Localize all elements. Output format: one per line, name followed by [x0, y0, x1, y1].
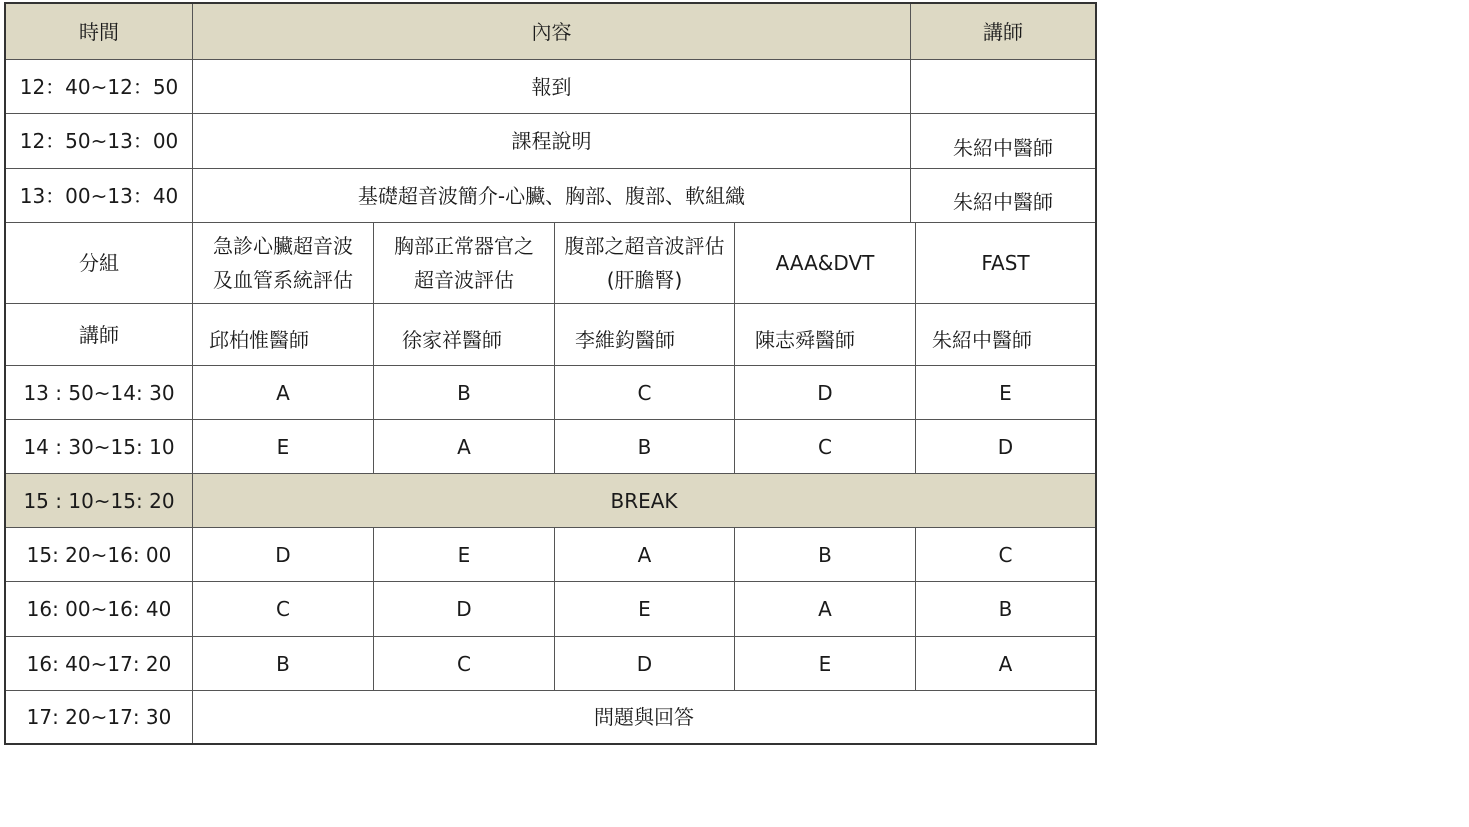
- rotation-group: D: [275, 542, 291, 567]
- rotation-group: B: [818, 542, 832, 567]
- rotation-group: E: [818, 651, 832, 676]
- intro-content: [193, 169, 911, 223]
- rotation-time-text: 14 : 30~15: 10: [23, 434, 175, 459]
- break-time: [6, 474, 193, 528]
- rotation-group: B: [998, 597, 1013, 621]
- rotation-group: A: [998, 651, 1013, 676]
- schedule-table: [4, 2, 1097, 745]
- rotation-cell: [916, 528, 1095, 582]
- intro-content: [193, 60, 911, 114]
- intro-time: [6, 60, 193, 114]
- station-header: [555, 223, 735, 304]
- intro-instructor: [911, 169, 1095, 223]
- station-title-line1: 急診心臟超音波: [213, 234, 353, 258]
- rotation-time-text: 13 : 50~14: 30: [23, 380, 175, 405]
- rotation-group: C: [276, 597, 290, 621]
- station-title-line1: 腹部之超音波評估: [564, 234, 725, 258]
- intro-time-text: 13：00~13：40: [19, 183, 179, 208]
- station-header: [193, 223, 374, 304]
- groups-label: [6, 223, 193, 304]
- rotation-cell: [735, 637, 916, 691]
- rotation-cell: [735, 528, 916, 582]
- rotation-cell: [374, 420, 555, 474]
- rotation-time: [6, 528, 193, 582]
- intro-time: [6, 169, 193, 223]
- station-instructor-name: 李維鈞醫師: [575, 328, 675, 352]
- qa-time-text: 17: 20~17: 30: [26, 705, 172, 729]
- rotation-cell: [193, 420, 374, 474]
- station-header: [374, 223, 555, 304]
- rotation-time: [6, 366, 193, 420]
- station-title-line1: AAA&DVT: [775, 251, 875, 275]
- rotation-cell: [555, 582, 735, 637]
- intro-time: [6, 114, 193, 169]
- rotation-group: B: [457, 380, 471, 405]
- rotation-cell: [193, 637, 374, 691]
- station-instructor: [735, 304, 916, 366]
- rotation-cell: [374, 366, 555, 420]
- rotation-cell: [555, 637, 735, 691]
- intro-time-text: 12：40~12：50: [19, 74, 179, 99]
- rotation-group: D: [636, 651, 653, 676]
- rotation-cell: [735, 366, 916, 420]
- groups-label-text: 分組: [79, 251, 119, 275]
- intro-content-text: 基礎超音波簡介-心臟、胸部、腹部、軟組織: [357, 183, 746, 208]
- rotation-cell: [193, 582, 374, 637]
- rotation-time: [6, 420, 193, 474]
- rotation-cell: [193, 528, 374, 582]
- rotation-time-text: 15: 20~16: 00: [26, 542, 172, 567]
- rotation-time: [6, 582, 193, 637]
- break-label: [193, 474, 1095, 528]
- station-instructor: [193, 304, 374, 366]
- intro-time-text: 12：50~13：00: [19, 129, 179, 153]
- rotation-cell: [916, 637, 1095, 691]
- station-instructor-name: 邱柏惟醫師: [209, 328, 309, 352]
- instructors-label: [6, 304, 193, 366]
- rotation-group: E: [457, 542, 471, 567]
- rotation-cell: [555, 366, 735, 420]
- rotation-cell: [374, 582, 555, 637]
- intro-instructor-text: 朱紹中醫師: [953, 190, 1053, 214]
- rotation-group: C: [457, 651, 471, 676]
- rotation-group: D: [997, 434, 1014, 459]
- intro-content-text: 課程說明: [511, 129, 592, 153]
- header-time-label: 時間: [79, 19, 119, 44]
- rotation-group: A: [818, 597, 832, 621]
- rotation-cell: [916, 420, 1095, 474]
- station-instructor-name: 朱紹中醫師: [932, 328, 1032, 352]
- rotation-group: A: [637, 542, 652, 567]
- intro-instructor: [911, 114, 1095, 169]
- header-time: [6, 4, 193, 60]
- rotation-group: E: [276, 434, 290, 459]
- rotation-group: A: [276, 380, 290, 405]
- header-content: [193, 4, 911, 60]
- rotation-cell: [916, 582, 1095, 637]
- header-instructor: [911, 4, 1095, 60]
- rotation-cell: [374, 637, 555, 691]
- station-instructor-name: 陳志舜醫師: [755, 328, 855, 352]
- rotation-time: [6, 637, 193, 691]
- qa-time: [6, 691, 193, 743]
- station-header: [916, 223, 1095, 304]
- rotation-group: B: [637, 434, 652, 459]
- rotation-cell: [916, 366, 1095, 420]
- station-instructor: [374, 304, 555, 366]
- intro-instructor: [911, 60, 1095, 114]
- intro-content: [193, 114, 911, 169]
- station-instructor: [916, 304, 1095, 366]
- station-instructor: [555, 304, 735, 366]
- rotation-cell: [374, 528, 555, 582]
- rotation-group: E: [638, 597, 651, 621]
- rotation-group: D: [456, 597, 472, 621]
- break-time-text: 15 : 10~15: 20: [23, 488, 175, 513]
- rotation-cell: [555, 420, 735, 474]
- intro-content-text: 報到: [531, 74, 572, 99]
- station-title-line1: 胸部正常器官之: [394, 234, 534, 258]
- station-instructor-name: 徐家祥醫師: [402, 328, 502, 352]
- station-title-line2: (肝膽腎): [606, 268, 683, 292]
- station-header: [735, 223, 916, 304]
- rotation-cell: [735, 420, 916, 474]
- rotation-cell: [193, 366, 374, 420]
- intro-instructor-text: 朱紹中醫師: [953, 136, 1053, 160]
- qa-content-text: 問題與回答: [594, 705, 694, 729]
- rotation-group: C: [637, 380, 652, 405]
- header-content-label: 內容: [531, 19, 572, 44]
- instructors-label-text: 講師: [79, 323, 119, 347]
- rotation-time-text: 16: 00~16: 40: [26, 597, 172, 621]
- station-title-line1: FAST: [981, 251, 1030, 275]
- break-label-text: BREAK: [610, 488, 678, 513]
- header-instructor-label: 講師: [983, 19, 1023, 44]
- rotation-group: C: [818, 434, 832, 459]
- rotation-cell: [735, 582, 916, 637]
- rotation-cell: [555, 528, 735, 582]
- rotation-group: C: [998, 542, 1013, 567]
- rotation-group: E: [999, 380, 1012, 405]
- rotation-group: D: [817, 380, 833, 405]
- rotation-group: A: [457, 434, 471, 459]
- rotation-time-text: 16: 40~17: 20: [26, 651, 172, 676]
- station-title-line2: 超音波評估: [414, 268, 514, 292]
- qa-content: [193, 691, 1095, 743]
- rotation-group: B: [276, 651, 290, 676]
- station-title-line2: 及血管系統評估: [213, 268, 353, 292]
